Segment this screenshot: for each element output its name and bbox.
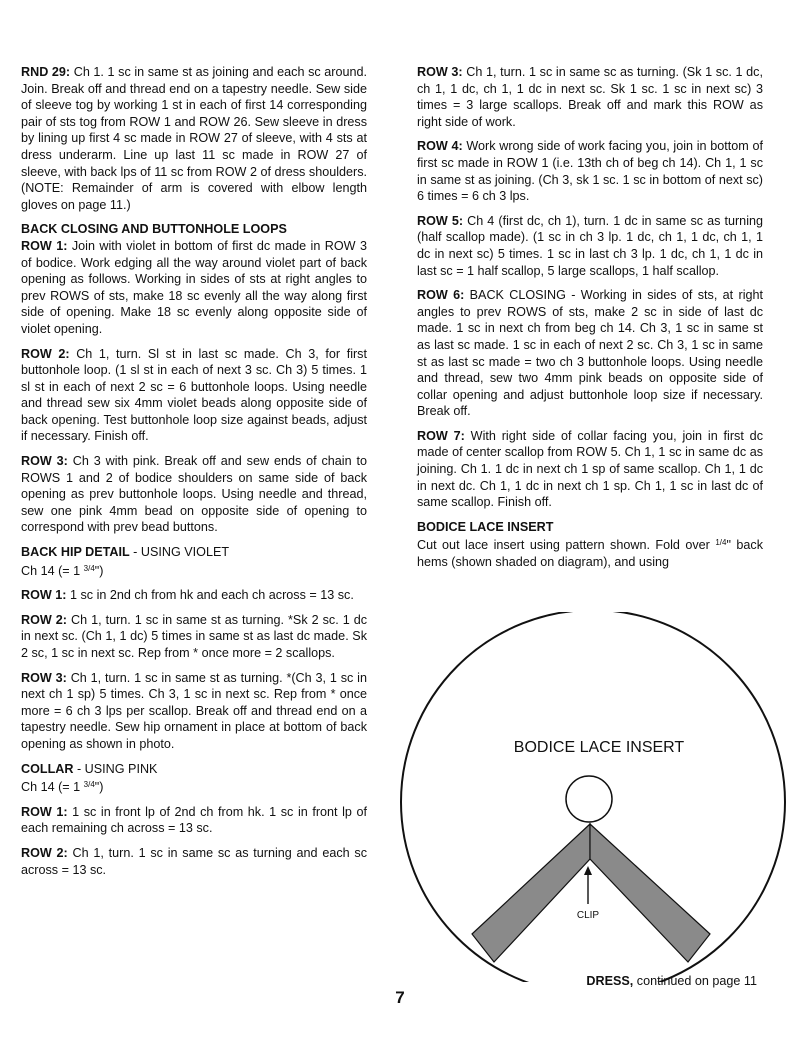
fraction: 1/4 bbox=[715, 538, 727, 548]
row-lead: ROW 1: bbox=[21, 804, 68, 819]
rnd29-paragraph bbox=[21, 64, 367, 213]
bodice-lace-insert-diagram bbox=[398, 612, 788, 982]
fraction: 3/4 bbox=[83, 780, 95, 790]
page-number: 7 bbox=[395, 988, 405, 1007]
collar-heading bbox=[21, 761, 367, 778]
row-text: 1 sc in 2nd ch from hk and each ch across = 13 sc. bbox=[66, 588, 354, 603]
row-lead: ROW 1: bbox=[21, 238, 68, 253]
row-text: BACK CLOSING - Working in sides of sts, at right angles to prev ROWS of sts, make 2 sc in side of last dc made. 1 sc in next ch from beg ch 14. Ch 3, 1 sc in same st as last sc made. 1 sc in each of next 2 sc. Ch 3, 1 sc in same st as last sc made = two ch 3 buttonhole loops. Using needle and thread, sew two 4mm pink beads on opposite side of collar opening and adjust buttonhole loop size if necessary. Break off. bbox=[417, 288, 763, 419]
back-hip-row2 bbox=[21, 612, 367, 662]
heading-text: COLLAR bbox=[21, 761, 74, 776]
row-text: With right side of collar facing you, join in first dc made of center scallop from ROW 5. Ch 1, 1 sc in same dc as joining. Ch 1. 1 dc in next ch 1 sp of same scallop. Ch 1, 1 dc in next dc. Ch 1, 1 dc in next ch 1 sp. Ch 1, 1 sc in last dc of same scallop. Finish off. bbox=[417, 428, 763, 510]
row-text: Join with violet in bottom of first dc made in ROW 3 of bodice. Work edging all the way around violet part of back opening as follows. Working in sides of sts at right angles to prev ROWS of sts, make 18 sc evenly all the way along first side of opening. Make 18 sc evenly along opposite side of violet opening. bbox=[21, 238, 367, 336]
clip-label: CLIP bbox=[576, 910, 600, 921]
back-closing-heading: BACK CLOSING AND BUTTONHOLE LOOPS bbox=[21, 222, 287, 237]
row-lead: ROW 6: bbox=[417, 288, 465, 303]
back-hip-row1 bbox=[21, 587, 367, 604]
rnd29-lead: RND 29: bbox=[21, 65, 71, 79]
row-lead: ROW 4: bbox=[417, 139, 463, 154]
row-text: Ch 1, turn. 1 sc in same st as turning. *Sk 2 sc. 1 dc in next sc. (Ch 1, 1 dc) 5 times in same st as last dc made. Sk 2 sc, 1 sc in next sc. Rep from * once more = 2 scallops. bbox=[21, 612, 367, 660]
back-hip-row3 bbox=[21, 670, 367, 753]
collar-row5 bbox=[417, 213, 763, 279]
back-closing-row2 bbox=[21, 346, 367, 446]
bodice-text-start: Cut out lace insert using pattern shown. Fold over bbox=[417, 538, 716, 553]
back-hip-heading bbox=[21, 544, 367, 561]
bodice-lace-heading: BODICE LACE INSERT bbox=[417, 519, 554, 534]
diagram-title: BODICE LACE INSERT bbox=[513, 739, 685, 756]
row-lead: ROW 3: bbox=[417, 65, 463, 79]
back-closing-row1 bbox=[21, 238, 367, 338]
neck-circle bbox=[566, 776, 612, 822]
bodice-lace-text bbox=[417, 535, 763, 570]
heading-sub: - USING VIOLET bbox=[129, 545, 230, 560]
collar-row4 bbox=[417, 138, 763, 204]
row-text: Ch 1, turn. 1 sc in same sc as turning and each sc across = 13 sc. bbox=[21, 845, 367, 877]
right-column bbox=[417, 64, 763, 571]
fraction: 3/4 bbox=[83, 563, 95, 573]
row-lead: ROW 2: bbox=[21, 845, 68, 860]
chain-text: Ch 14 (= 1 bbox=[21, 563, 84, 578]
row-lead: ROW 5: bbox=[417, 213, 464, 228]
row-text: 1 sc in front lp of 2nd ch from hk. 1 sc in front lp of each remaining ch across = 13 sc. bbox=[21, 804, 367, 836]
collar-row6 bbox=[417, 287, 763, 420]
collar-row1 bbox=[21, 804, 367, 837]
row-lead: ROW 3: bbox=[21, 670, 67, 685]
collar-row7 bbox=[417, 428, 763, 511]
chain-close: ") bbox=[94, 780, 104, 795]
bodice-text-end: " back hems (shown shaded on diagram), and using bbox=[417, 538, 763, 570]
collar-row2 bbox=[21, 845, 367, 878]
back-closing-row3 bbox=[21, 453, 367, 536]
row-lead: ROW 7: bbox=[417, 428, 465, 443]
heading-sub: - USING PINK bbox=[73, 761, 158, 776]
row-text: Ch 3 with pink. Break off and sew ends of chain to ROWS 1 and 2 of bodice shoulders on same side of back opening as prev buttonhole loops. Using needle and thread, sew one pink 4mm bead on opposite side of opening to correspond with prev bead buttons. bbox=[21, 454, 367, 535]
heading-text: BACK HIP DETAIL bbox=[21, 545, 130, 560]
continued-text: continued on page 11 bbox=[633, 974, 757, 988]
left-column bbox=[21, 64, 367, 878]
row-text: Ch 1, turn. 1 sc in same st as turning. *(Ch 3, 1 sc in next ch 1 sp) 5 times. Ch 3, 1 sc in next sc. Rep from * once more = 6 ch 3 lps per scallop. Break off and thread end on a tapestry needle. Sew hip ornament in place at bottom of back opening as shown in photo. bbox=[21, 670, 367, 751]
row-text: Ch 1, turn. 1 sc in same sc as turning. (Sk 1 sc. 1 dc, ch 1, 1 dc, ch 1, 1 dc in next sc. Sk 1 sc. 1 sc in next sc) 3 times = 3 large scallops. Break off and mark this ROW as right side of work. bbox=[417, 65, 763, 129]
row-lead: ROW 2: bbox=[21, 612, 67, 627]
chain-close: ") bbox=[94, 563, 104, 578]
continued-note bbox=[586, 974, 757, 988]
collar-chain bbox=[21, 777, 367, 796]
chain-text: Ch 14 (= 1 bbox=[21, 780, 84, 795]
row-lead: ROW 3: bbox=[21, 454, 68, 469]
row-lead: ROW 2: bbox=[21, 346, 70, 361]
diagram-svg bbox=[398, 612, 788, 982]
row-text: Ch 1, turn. Sl st in last sc made. Ch 3, for first buttonhole loop. (1 sl st in each of next 3 sc. Ch 3) 5 times. 1 sl st in each of next 2 sc = 6 buttonhole loops. Using needle and thread sew six 4mm violet beads along opposite side of back opening. Test buttonhole loop size against beads, adjust if necessary. Finish off. bbox=[21, 346, 367, 444]
continued-bold: DRESS, bbox=[586, 974, 634, 988]
collar-row3 bbox=[417, 64, 763, 130]
row-text: Ch 4 (first dc, ch 1), turn. 1 dc in same sc as turning (half scallop made). (1 sc in ch 3 lp. 1 dc, ch 1, 1 dc, ch 1, 1 dc in next sc) 5 times. 1 sc in last ch 3 lp. 1 dc, ch 1, 1 dc in last sc = 1 half scallop, 5 large scallops, 1 half scallop. bbox=[417, 213, 763, 278]
row-lead: ROW 1: bbox=[21, 588, 67, 603]
row-text: Work wrong side of work facing you, join in bottom of first sc made in ROW 1 (i.e. 13th ch of beg ch 14). Ch 1, 1 sc in same st as joining. (Ch 3, sk 1 sc. 1 sc in bottom of next sc) 6 times = 6 ch 3 lps. bbox=[417, 139, 763, 204]
back-hip-chain bbox=[21, 561, 367, 580]
rnd29-text: Ch 1. 1 sc in same st as joining and each sc around. Join. Break off and thread end on a tapestry needle. Sew side of sleeve tog by working 1 st in each of first 14 corresponding pair of sts tog from ROW 1 and ROW 26. Sew sleeve in dress by lining up first 4 sc made in ROW 27 of sleeve, with 4 sts at dress underarm. Line up last 11 sc made in ROW 27 of sleeve, with back lps of 11 sc from ROW 2 of dress shoulders. (NOTE: Remainder of arm is covered with elbow length gloves on page 11.) bbox=[21, 65, 367, 212]
